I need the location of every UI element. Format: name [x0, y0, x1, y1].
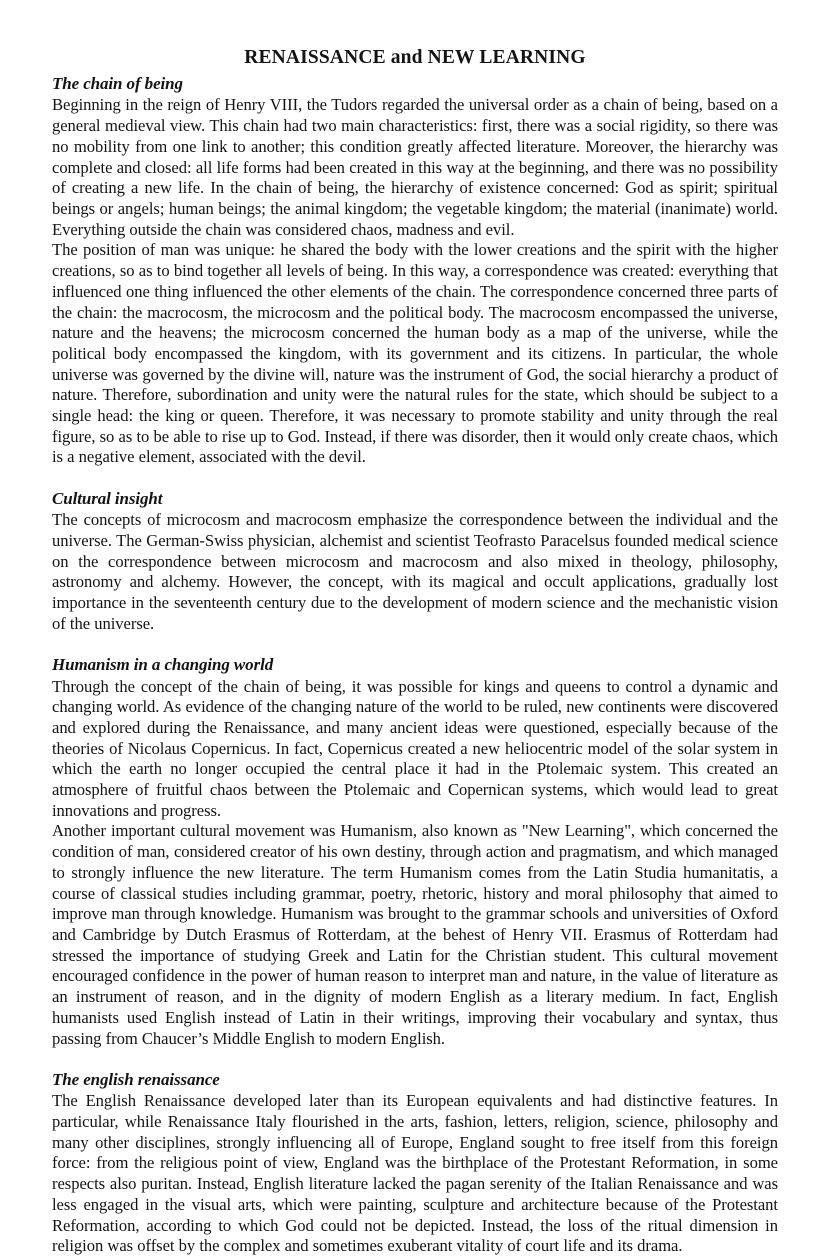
paragraph: Beginning in the reign of Henry VIII, the Tudors regarded the universal order as a chain of being, based on a general medieval view. This chain had two main characteristics: first, there was a social rigidity, so there was no mobility from one link to another; this condition greatly affected literature. Moreover, the hierarchy was complete and closed: all life forms had been created in this way at the beginning, and there was no possibility of creating a new life. In the chain of being, the hierarchy of existence concerned: God as spirit; spiritual beings or angels; human beings; the animal kingdom; the vegetable kingdom; the material (inanimate) world. Everything outside the chain was considered chaos, madness and evil.	[52, 95, 778, 239]
section-humanism-in-a-changing-world	[52, 654, 778, 1049]
paragraph: The position of man was unique: he shared the body with the lower creations and the spirit with the higher creations, so as to bind together all levels of being. In this way, a correspondence was created: everything that influenced one thing influenced the other elements of the chain. The correspondence concerned three parts of the chain: the macrocosm, the microcosm and the political body. The macrocosm encompassed the universe, nature and the heavens; the microcosm concerned the human body as a map of the universe, while the political body encompassed the kingdom, with its government and its citizens. In particular, the whole universe was governed by the divine will, nature was the instrument of God, the social hierarchy a product of nature. Therefore, subordination and unity were the natural rules for the state, which should be subject to a single head: the king or queen. Therefore, it was necessary to promote stability and unity through the real figure, so as to be able to rise up to God. Instead, if there was disorder, then it would only create chaos, which is a negative element, associated with the devil.	[52, 240, 778, 467]
section-cultural-insight	[52, 488, 778, 634]
section-heading: The chain of being	[52, 74, 183, 94]
section-heading: The english renaissance	[52, 1070, 220, 1090]
section-the-chain-of-being	[52, 73, 778, 468]
page-title: RENAISSANCE and NEW LEARNING	[244, 47, 586, 68]
paragraph: The English Renaissance developed later than its European equivalents and had distinctive features. In particular, while Renaissance Italy flourished in the arts, fashion, letters, religion, science, philosophy and many other disciplines, strongly influencing all of Europe, England sought to free itself from this foreign force: from the religious point of view, England was the birthplace of the Protestant Reformation, in some respects also puritan. Instead, English literature lacked the pagan serenity of the Italian Renaissance and was less engaged in the visual arts, which were painting, sculpture and architecture because of the Protestant Reformation, according to which God could not be depicted. Instead, the loss of the ritual dimension in religion was offset by the complex and sometimes exuberant vitality of court life and its drama.	[52, 1091, 778, 1256]
paragraph: The concepts of microcosm and macrocosm emphasize the correspondence between the individual and the universe. The German-Swiss physician, alchemist and scientist Teofrasto Paracelsus founded medical science on the correspondence between microcosm and macrocosm and also mixed in theology, philosophy, astronomy and alchemy. However, the concept, with its magical and occult applications, gradually lost importance in the seventeenth century due to the development of modern science and the mechanistic vision of the universe.	[52, 510, 778, 633]
section-heading: Humanism in a changing world	[52, 655, 274, 675]
section-heading: Cultural insight	[52, 489, 163, 509]
paragraph: Through the concept of the chain of being, it was possible for kings and queens to control a dynamic and changing world. As evidence of the changing nature of the world to be ruled, new continents were discovered and explored during the Renaissance, and many ancient ideas were questioned, especially because of the theories of Nicolaus Copernicus. In fact, Copernicus created a new heliocentric model of the solar system in which the earth no longer occupied the central place it had in the Ptolemaic system. This created an atmosphere of fruitful chaos between the Ptolemaic and Copernican systems, which would lead to great innovations and progress.	[52, 676, 778, 820]
section-the-english-renaissance	[52, 1069, 778, 1257]
paragraph: Another important cultural movement was Humanism, also known as "New Learning", which concerned the condition of man, considered creator of his own destiny, through action and pragmatism, and which managed to strongly influence the new literature. The term Humanism comes from the Latin Studia humanitatis, a course of classical studies including grammar, poetry, rhetoric, history and moral philosophy that aimed to improve man through knowledge. Humanism was brought to the grammar schools and universities of Oxford and Cambridge by Dutch Erasmus of Rotterdam, at the behest of Henry VII. Erasmus of Rotterdam had stressed the importance of studying Greek and Latin for the Christian student. This cultural movement encouraged confidence in the power of human reason to interpret man and nature, in the value of literature as an instrument of reason, and in the dignity of modern English as a literary medium. In fact, English humanists used English instead of Latin in their writings, improving their vocabulary and syntax, thus passing from Chaucer’s Middle English to modern English.	[52, 821, 778, 1048]
